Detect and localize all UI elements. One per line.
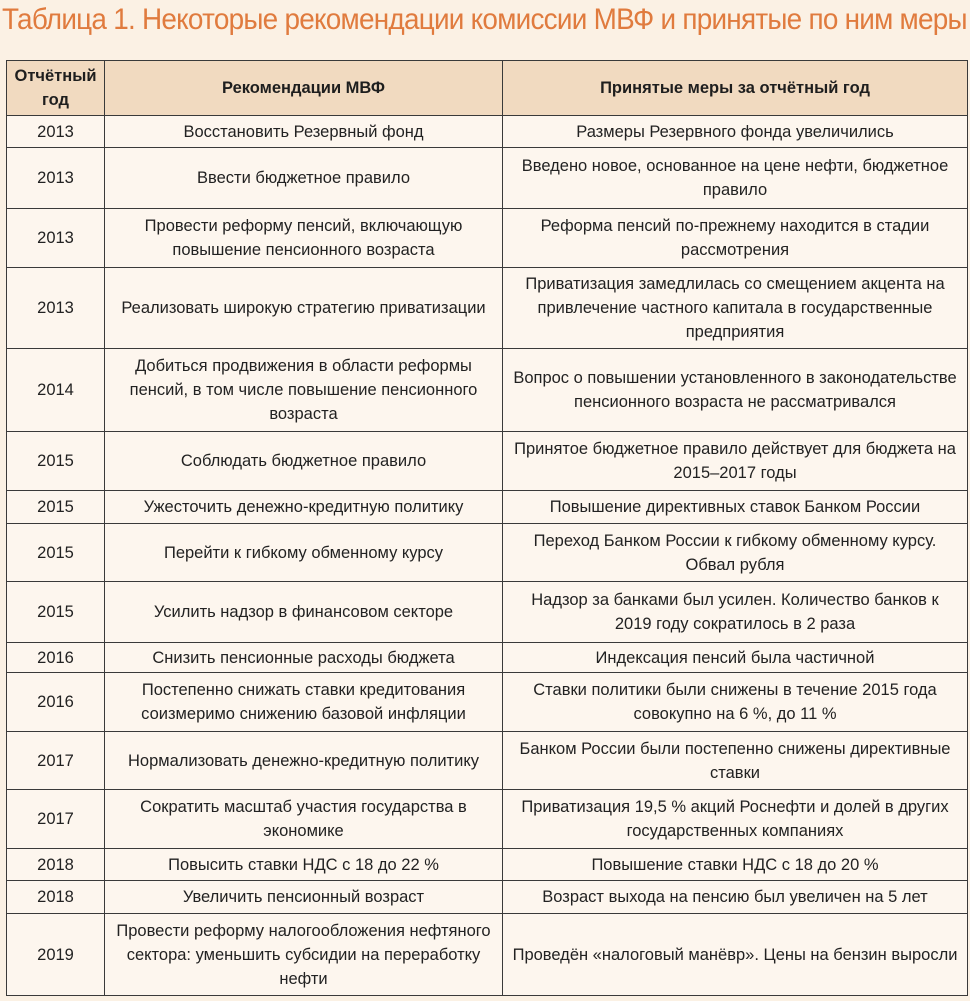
row-year: 2015 (7, 432, 105, 491)
header-recommendations: Рекомендации МВФ (105, 61, 503, 116)
row-measure: Реформа пенсий по-прежнему находится в стадии рассмотрения (503, 209, 968, 268)
row-measure: Приватизация 19,5 % акций Роснефти и долей в других государственных компаниях (503, 790, 968, 849)
row-measure: Принятое бюджетное правило действует для бюджета на 2015–2017 годы (503, 432, 968, 491)
row-measure: Повышение директивных ставок Банком России (503, 491, 968, 524)
row-year: 2013 (7, 268, 105, 349)
row-recommendation: Постепенно снижать ставки кредитования соизмеримо снижению базовой инфляции (105, 673, 503, 732)
row-year: 2016 (7, 673, 105, 732)
row-measure: Ставки политики были снижены в течение 2015 года совокупно на 6 %, до 11 % (503, 673, 968, 732)
row-measure: Переход Банком России к гибкому обменному курсу. Обвал рубля (503, 524, 968, 582)
row-year: 2019 (7, 914, 105, 996)
table-row (7, 790, 968, 849)
table-row (7, 881, 968, 914)
table-row (7, 914, 968, 996)
row-recommendation: Увеличить пенсионный возраст (105, 881, 503, 914)
row-recommendation: Провести реформу пенсий, включающую повышение пенсионного возраста (105, 209, 503, 268)
row-measure: Надзор за банками был усилен. Количество банков к 2019 году сократилось в 2 раза (503, 582, 968, 643)
row-measure: Проведён «налоговый манёвр». Цены на бензин выросли (503, 914, 968, 996)
row-recommendation: Ввести бюджетное правило (105, 148, 503, 209)
row-recommendation: Провести реформу налогообложения нефтяного сектора: уменьшить субсидии на переработку нефти (105, 914, 503, 996)
row-recommendation: Сократить масштаб участия государства в экономике (105, 790, 503, 849)
header-measures: Принятые меры за отчётный год (503, 61, 968, 116)
row-recommendation: Реализовать широкую стратегию приватизации (105, 268, 503, 349)
row-year: 2017 (7, 790, 105, 849)
row-measure: Приватизация замедлилась со смещением акцента на привлечение частного капитала в государственные предприятия (503, 268, 968, 349)
row-recommendation: Усилить надзор в финансовом секторе (105, 582, 503, 643)
table-row (7, 268, 968, 349)
table-row (7, 116, 968, 148)
table-row (7, 732, 968, 790)
table-row (7, 582, 968, 643)
row-measure: Размеры Резервного фонда увеличились (503, 116, 968, 148)
row-year: 2016 (7, 643, 105, 673)
page-title: Таблица 1. Некоторые рекомендации комиссии МВФ и принятые по ним меры (2, 3, 967, 36)
row-measure: Повышение ставки НДС с 18 до 20 % (503, 849, 968, 881)
row-measure: Возраст выхода на пенсию был увеличен на 5 лет (503, 881, 968, 914)
table-row (7, 849, 968, 881)
table-row (7, 432, 968, 491)
table-body (7, 116, 968, 996)
row-year: 2014 (7, 349, 105, 432)
table-row (7, 524, 968, 582)
row-year: 2013 (7, 148, 105, 209)
row-measure: Вопрос о повышении установленного в законодательстве пенсионного возраста не рассматривался (503, 349, 968, 432)
row-year: 2013 (7, 116, 105, 148)
row-measure: Банком России были постепенно снижены директивные ставки (503, 732, 968, 790)
table-row (7, 673, 968, 732)
row-recommendation: Перейти к гибкому обменному курсу (105, 524, 503, 582)
header-year: Отчётный год (7, 61, 105, 116)
row-year: 2015 (7, 491, 105, 524)
imf-recommendations-table (6, 60, 968, 996)
row-year: 2013 (7, 209, 105, 268)
table-row (7, 349, 968, 432)
row-recommendation: Снизить пенсионные расходы бюджета (105, 643, 503, 673)
table-row (7, 491, 968, 524)
imf-recommendations-table-container (6, 60, 967, 996)
table-header-row (7, 61, 968, 116)
row-recommendation: Восстановить Резервный фонд (105, 116, 503, 148)
row-year: 2018 (7, 881, 105, 914)
row-recommendation: Добиться продвижения в области реформы пенсий, в том числе повышение пенсионного возраста (105, 349, 503, 432)
row-year: 2015 (7, 524, 105, 582)
table-row (7, 148, 968, 209)
row-year: 2017 (7, 732, 105, 790)
row-recommendation: Повысить ставки НДС с 18 до 22 % (105, 849, 503, 881)
row-year: 2018 (7, 849, 105, 881)
row-measure: Индексация пенсий была частичной (503, 643, 968, 673)
row-year: 2015 (7, 582, 105, 643)
row-recommendation: Нормализовать денежно-кредитную политику (105, 732, 503, 790)
table-row (7, 643, 968, 673)
table-row (7, 209, 968, 268)
row-recommendation: Ужесточить денежно-кредитную политику (105, 491, 503, 524)
row-measure: Введено новое, основанное на цене нефти, бюджетное правило (503, 148, 968, 209)
row-recommendation: Соблюдать бюджетное правило (105, 432, 503, 491)
